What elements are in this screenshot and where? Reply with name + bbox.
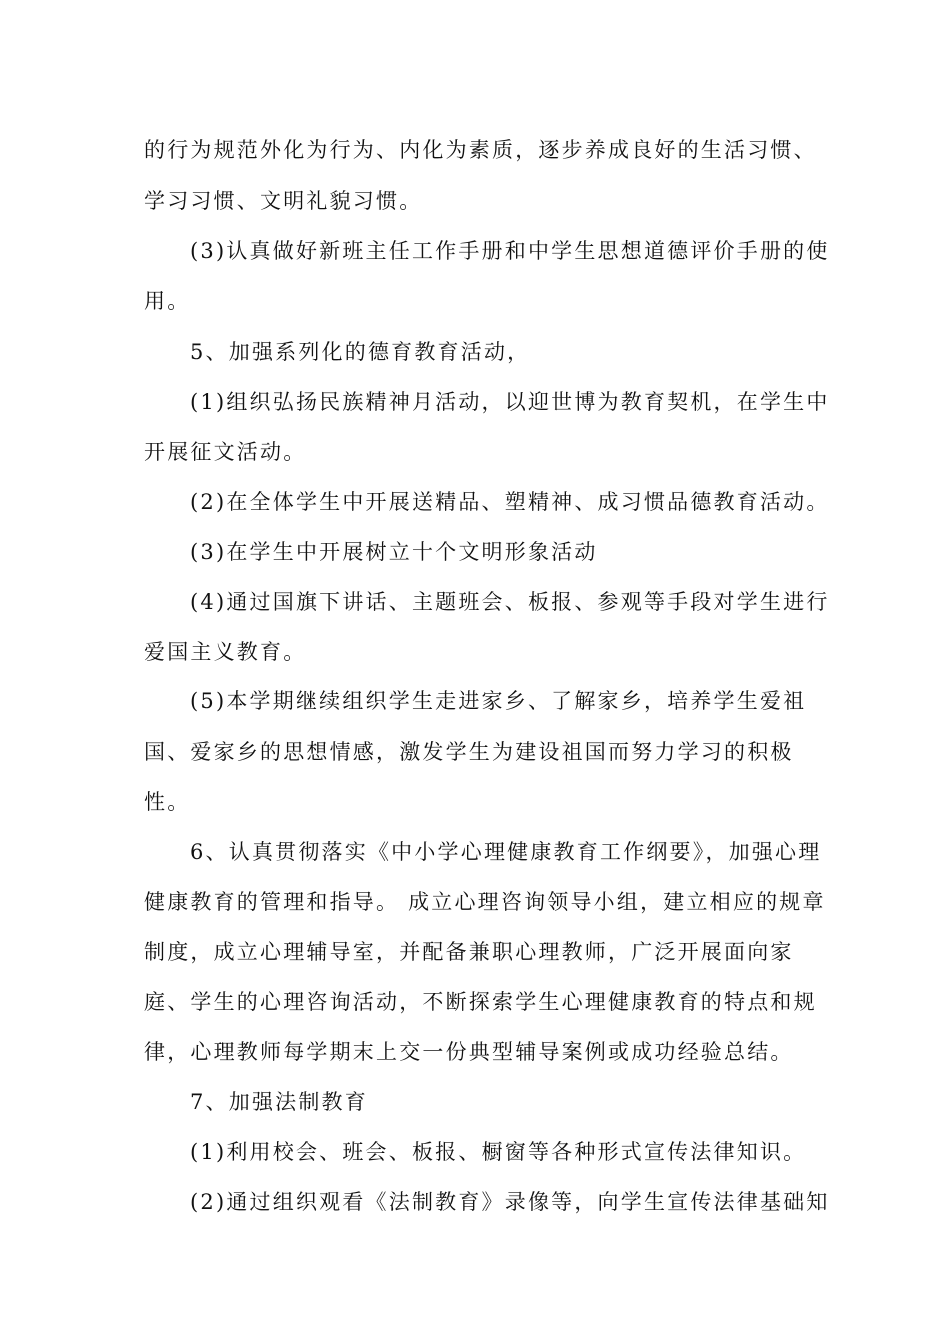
text-line: 性。 <box>144 790 191 814</box>
section-heading: 7、加强法制教育 <box>190 1090 368 1114</box>
text-line: 国、爱家乡的思想情感，激发学生为建设祖国而努力学习的积极 <box>144 740 794 764</box>
text-line: 用。 <box>144 289 191 313</box>
text-line: (5)本学期继续组织学生走进家乡、了解家乡，培养学生爱祖 <box>190 689 807 713</box>
text-line: 学习习惯、文明礼貌习惯。 <box>144 189 423 213</box>
text-line: 制度，成立心理辅导室，并配备兼职心理教师，广泛开展面向家 <box>144 940 794 964</box>
text-line: (2)通过组织观看《法制教育》录像等，向学生宣传法律基础知 <box>190 1190 830 1214</box>
text-line: 开展征文活动。 <box>144 440 307 464</box>
section-heading: 5、加强系列化的德育教育活动， <box>190 340 531 364</box>
text-line: (3)认真做好新班主任工作手册和中学生思想道德评价手册的使 <box>190 239 830 263</box>
text-line: 的行为规范外化为行为、内化为素质，逐步养成良好的生活习惯、 <box>144 138 817 162</box>
text-line: (2)在全体学生中开展送精品、塑精神、成习惯品德教育活动。 <box>190 490 830 514</box>
section-heading: 6、认真贯彻落实《中小学心理健康教育工作纲要》，加强心理 <box>190 840 822 864</box>
text-line: (1)利用校会、班会、板报、橱窗等各种形式宣传法律知识。 <box>190 1140 807 1164</box>
text-line: 健康教育的管理和指导。 成立心理咨询领导小组，建立相应的规章 <box>144 890 826 914</box>
text-line: 爱国主义教育。 <box>144 640 307 664</box>
text-line: (3)在学生中开展树立十个文明形象活动 <box>190 540 598 564</box>
text-line: (4)通过国旗下讲话、主题班会、板报、参观等手段对学生进行 <box>190 590 830 614</box>
text-line: 律，心理教师每学期末上交一份典型辅导案例或成功经验总结。 <box>144 1040 794 1064</box>
text-line: (1)组织弘扬民族精神月活动，以迎世博为教育契机，在学生中 <box>190 390 830 414</box>
text-line: 庭、学生的心理咨询活动，不断探索学生心理健康教育的特点和规 <box>144 990 817 1014</box>
